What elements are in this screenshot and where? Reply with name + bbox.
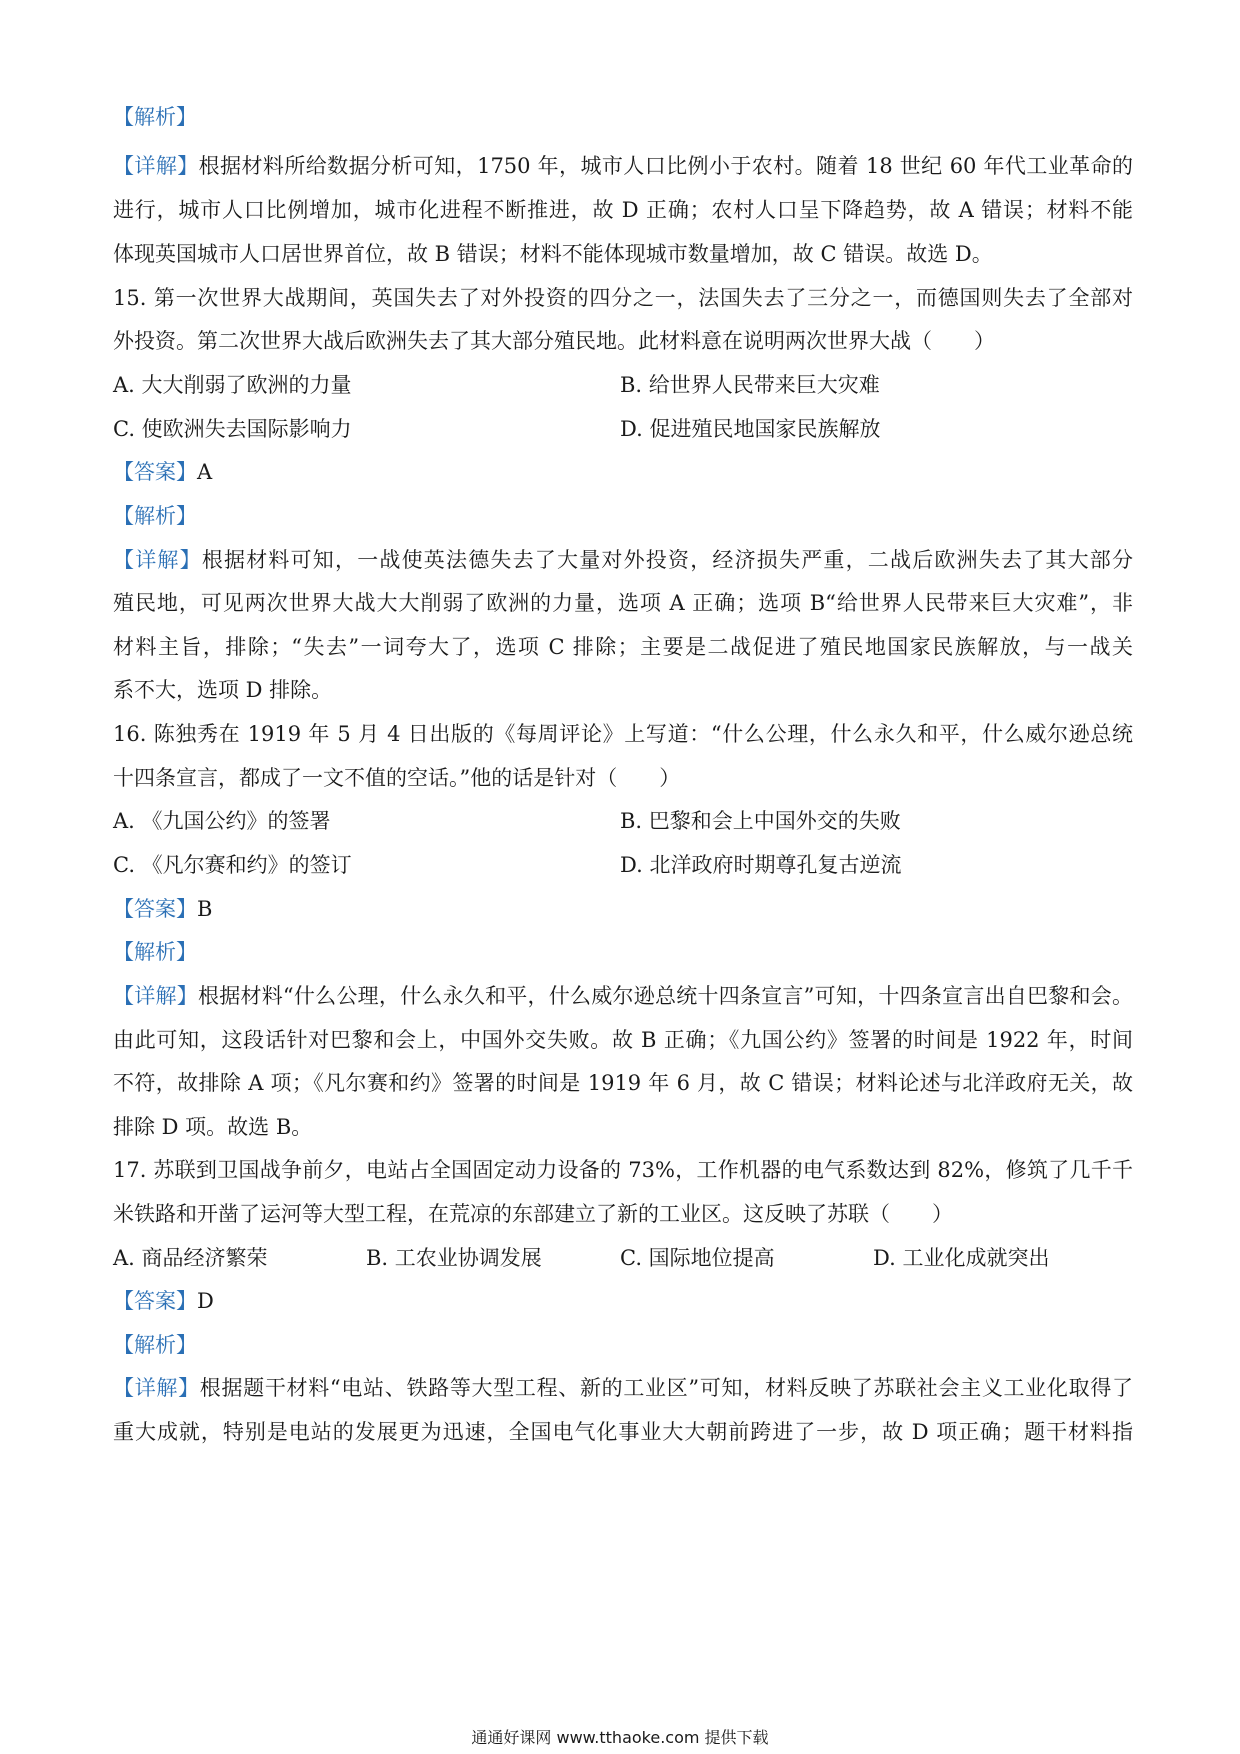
option-d: D. 工业化成就突出 bbox=[873, 1246, 1050, 1270]
detail-line: 殖民地，可见两次世界大战大大削弱了欧洲的力量，选项 A 正确；选项 B“给世界人民带来巨大灾难”，非 bbox=[113, 591, 1133, 615]
option-a: A. 商品经济繁荣 bbox=[113, 1246, 268, 1270]
answer-line: 【答案】B bbox=[113, 897, 213, 921]
answer-line: 【答案】A bbox=[113, 460, 213, 484]
question-16-options-row2 bbox=[113, 850, 1133, 880]
option-b: B. 工农业协调发展 bbox=[366, 1246, 542, 1270]
detail-line: 进行，城市人口比例增加，城市化进程不断推进，故 D 正确；农村人口呈下降趋势，故 A 错误；材料不能 bbox=[113, 198, 1133, 222]
question-16-stem: 十四条宣言，都成了一文不值的空话。”他的话是针对（ ） bbox=[113, 766, 681, 790]
analysis-label: 【解析】 bbox=[113, 105, 197, 129]
option-b: B. 给世界人民带来巨大灾难 bbox=[620, 373, 880, 397]
detail-line: 排除 D 项。故选 B。 bbox=[113, 1115, 313, 1139]
option-b: B. 巴黎和会上中国外交的失败 bbox=[620, 809, 901, 833]
detail-line: 不符，故排除 A 项；《凡尔赛和约》签署的时间是 1919 年 6 月，故 C 错误；材料论述与北洋政府无关，故 bbox=[113, 1071, 1133, 1095]
answer-line: 【答案】D bbox=[113, 1289, 214, 1313]
detail-line: 【详解】根据题干材料“电站、铁路等大型工程、新的工业区”可知，材料反映了苏联社会主义工业化取得了 bbox=[113, 1376, 1134, 1400]
page-footer: 通通好课网 www.tthaoke.com 提供下载 bbox=[471, 1728, 769, 1747]
question-16-stem: 16. 陈独秀在 1919 年 5 月 4 日出版的《每周评论》上写道：“什么公理，什么永久和平，什么威尔逊总统 bbox=[113, 722, 1133, 746]
question-15-options-row2 bbox=[113, 414, 1133, 444]
question-15-stem: 外投资。第二次世界大战后欧洲失去了其大部分殖民地。此材料意在说明两次世界大战（ ） bbox=[113, 329, 995, 353]
question-17-stem: 17. 苏联到卫国战争前夕，电站占全国固定动力设备的 73%，工作机器的电气系数达到 82%，修筑了几千千 bbox=[113, 1158, 1133, 1182]
question-16-options-row1 bbox=[113, 806, 1133, 836]
question-17-stem: 米铁路和开凿了运河等大型工程，在荒凉的东部建立了新的工业区。这反映了苏联（ ） bbox=[113, 1202, 953, 1226]
option-c: C. 使欧洲失去国际影响力 bbox=[113, 417, 352, 441]
option-a: A. 大大削弱了欧洲的力量 bbox=[113, 373, 352, 397]
option-d: D. 北洋政府时期尊孔复古逆流 bbox=[620, 853, 902, 877]
analysis-label: 【解析】 bbox=[113, 940, 197, 964]
detail-line: 体现英国城市人口居世界首位，故 B 错误；材料不能体现城市数量增加，故 C 错误。故选 D。 bbox=[113, 242, 993, 266]
question-15-stem: 15. 第一次世界大战期间，英国失去了对外投资的四分之一，法国失去了三分之一，而德国则失去了全部对 bbox=[113, 286, 1133, 310]
option-c: C. 《凡尔赛和约》的签订 bbox=[113, 853, 352, 877]
option-d: D. 促进殖民地国家民族解放 bbox=[620, 417, 881, 441]
detail-line: 【详解】根据材料可知，一战使英法德失去了大量对外投资，经济损失严重，二战后欧洲失去了其大部分 bbox=[113, 548, 1134, 572]
analysis-label: 【解析】 bbox=[113, 1333, 197, 1357]
option-a: A. 《九国公约》的签署 bbox=[113, 809, 331, 833]
detail-line: 【详解】根据材料“什么公理，什么永久和平，什么威尔逊总统十四条宣言”可知，十四条宣言出自巴黎和会。 bbox=[113, 984, 1134, 1008]
detail-line: 系不大，选项 D 排除。 bbox=[113, 678, 333, 702]
option-c: C. 国际地位提高 bbox=[620, 1246, 775, 1270]
detail-line: 重大成就，特别是电站的发展更为迅速，全国电气化事业大大朝前跨进了一步，故 D 项正确；题干材料指 bbox=[113, 1420, 1133, 1444]
detail-line: 【详解】根据材料所给数据分析可知，1750 年，城市人口比例小于农村。随着 18 世纪 60 年代工业革命的 bbox=[113, 154, 1134, 178]
analysis-label: 【解析】 bbox=[113, 504, 197, 528]
question-15-options-row1 bbox=[113, 370, 1133, 400]
detail-line: 材料主旨，排除；“失去”一词夸大了，选项 C 排除；主要是二战促进了殖民地国家民族解放，与一战关 bbox=[113, 635, 1133, 659]
detail-line: 由此可知，这段话针对巴黎和会上，中国外交失败。故 B 正确；《九国公约》签署的时间是 1922 年，时间 bbox=[113, 1028, 1133, 1052]
